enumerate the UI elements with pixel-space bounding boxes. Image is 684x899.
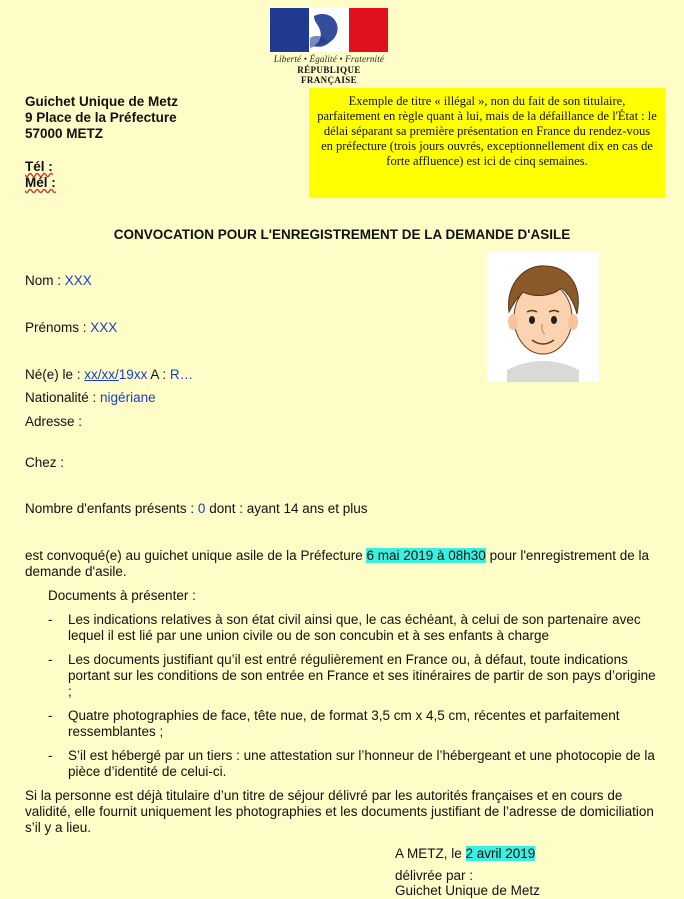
birth-year: 19xx — [118, 367, 148, 382]
issuer: Guichet Unique de Metz — [395, 883, 540, 898]
dash-bullet-icon: - — [48, 652, 53, 667]
children-value: 0 — [197, 501, 206, 516]
chez-label: Chez : — [25, 455, 65, 470]
nom-label: Nom : — [25, 273, 65, 288]
nationality-row — [25, 390, 156, 405]
sender-address — [25, 94, 178, 142]
documents-list — [48, 612, 663, 788]
nationality-value: nigériane — [100, 390, 156, 405]
birth-row — [25, 367, 193, 382]
list-item — [48, 748, 663, 780]
birth-place-label: A : — [147, 367, 170, 382]
prenoms-label: Prénoms : — [25, 320, 91, 335]
appointment-date: 6 mai 2019 à 08h30 — [366, 548, 486, 563]
list-item-text: Les indications relatives à son état civil ainsi que, le cas échéant, à celui de son partenaire avec lequel il est lié par une union civile ou de son concubin et à ses enfants à charge — [68, 612, 641, 643]
annotation-note: Exemple de titre « illégal », non du fait de son titulaire, parfaitement en règle quant à lui, mais de la défaillance de l'État : le délai séparant sa première présentation en France du rendez-vous en préfecture (trois jours ouvrés, exceptionnellement dix en cas de forte affluence) est ici de cinq semaines. — [309, 88, 665, 198]
nom-row — [25, 273, 92, 288]
birth-label: Né(e) le : — [25, 367, 85, 382]
children-row — [25, 501, 368, 516]
document-title: CONVOCATION POUR L'ENREGISTREMENT DE LA DEMANDE D'ASILE — [113, 227, 571, 242]
list-item — [48, 708, 663, 740]
list-item-text: Quatre photographies de face, tête nue, de format 3,5 cm x 4,5 cm, récentes et parfaitement ressemblantes ; — [68, 708, 620, 739]
dash-bullet-icon: - — [48, 748, 53, 763]
documents-heading: Documents à présenter : — [48, 588, 196, 603]
prenoms-value: XXX — [90, 320, 118, 335]
face-illustration-icon — [487, 252, 599, 382]
children-label: Nombre d'enfants présents : — [25, 501, 198, 516]
dash-bullet-icon: - — [48, 708, 53, 723]
prenoms-row — [25, 320, 117, 335]
convocation-text-after: pour l'enregistrement de la demande d'asile. — [25, 548, 649, 579]
delivered-by: délivrée par : — [395, 868, 474, 883]
list-item-text: S’il est hébergé par un tiers : une attestation sur l’honneur de l’hébergeant et une photocopie de la pièce d’identité de celui-ci. — [68, 748, 655, 779]
applicant-photo — [487, 252, 599, 382]
motto: Liberté • Égalité • Fraternité — [273, 54, 385, 64]
nom-value: XXX — [64, 273, 92, 288]
signature-place-date — [395, 846, 535, 862]
dash-bullet-icon: - — [48, 612, 53, 627]
tel-label: Tél : — [25, 159, 53, 174]
address-line: 9 Place de la Préfecture — [25, 110, 177, 125]
marianne-logo — [268, 8, 390, 85]
list-item — [48, 652, 663, 700]
republic-label: RÉPUBLIQUE FRANÇAISE — [297, 65, 361, 85]
convocation-paragraph — [25, 548, 665, 580]
marianne-flag-icon — [270, 8, 388, 52]
birth-date: xx/xx/ — [84, 367, 119, 382]
address-line: 57000 METZ — [25, 126, 104, 141]
contact-block — [25, 159, 56, 191]
list-item-text: Les documents justifiant qu’il est entré régulièrement en France ou, à défaut, toute indications portant sur les conditions de son entrée en France et ses itinéraires de partir de son pays d’origine ; — [68, 652, 656, 699]
list-item — [48, 612, 663, 644]
footer-paragraph: Si la personne est déjà titulaire d’un titre de séjour délivré par les autorités françaises et en cours de validité, elle fournit uniquement les photographies et les documents justifiant de l’adresse de domiciliation s’il y a lieu. — [25, 788, 654, 835]
address-line: Guichet Unique de Metz — [25, 94, 179, 109]
birth-place: R… — [169, 367, 194, 382]
mel-label: Mél : — [25, 175, 56, 190]
convocation-text-before: est convoqué(e) au guichet unique asile de la Préfecture — [25, 548, 367, 563]
signature-place: A METZ, le — [395, 846, 466, 861]
adresse-label: Adresse : — [25, 414, 83, 429]
nationality-label: Nationalité : — [25, 390, 101, 405]
signature-date: 2 avril 2019 — [465, 846, 536, 861]
children-suffix: dont : ayant 14 ans et plus — [205, 501, 368, 516]
